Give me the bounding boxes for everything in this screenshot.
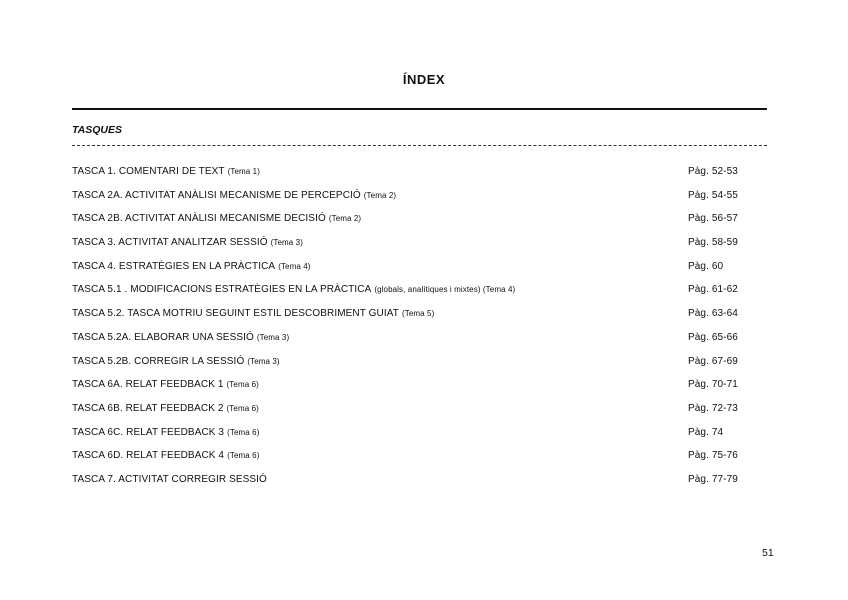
toc-entry-title (72, 280, 515, 299)
toc-entry-topic: (globals, analítiques i mixtes) (Tema 4) (374, 285, 516, 295)
toc-entry (72, 209, 772, 233)
toc-entry (72, 423, 772, 447)
toc-entry-pages: Pàg. 60 (688, 260, 724, 272)
table-of-contents (72, 162, 772, 494)
toc-entry-label: TASCA 6D. RELAT FEEDBACK 4 (72, 450, 225, 462)
toc-entry-label: TASCA 3. ACTIVITAT ANALITZAR SESSIÓ (72, 237, 268, 249)
toc-entry-topic: (Tema 6) (226, 380, 259, 390)
toc-entry (72, 162, 772, 186)
toc-entry-title (72, 375, 259, 394)
toc-entry-topic: (Tema 6) (226, 403, 259, 413)
toc-entry-topic: (Tema 1) (227, 167, 260, 176)
section-heading: TASQUES (72, 124, 122, 136)
toc-entry-topic: (Tema 6) (227, 451, 260, 461)
toc-entry-label: TASCA 5.2B. CORREGIR LA SESSIÓ (72, 355, 245, 367)
toc-entry-pages: Pàg. 74 (688, 426, 724, 438)
toc-entry-pages: Pàg. 52-53 (688, 166, 738, 177)
toc-entry-topic: (Tema 3) (247, 356, 280, 366)
toc-entry-label: TASCA 6A. RELAT FEEDBACK 1 (72, 379, 224, 391)
toc-entry (72, 375, 772, 399)
toc-entry (72, 470, 772, 494)
toc-entry-title (72, 186, 396, 205)
toc-entry-pages: Pàg. 70-71 (688, 379, 738, 391)
toc-entry-label: TASCA 7. ACTIVITAT CORREGIR SESSIÓ (72, 473, 267, 485)
toc-entry-label: TASCA 4. ESTRATÈGIES EN LA PRÀCTICA (72, 260, 276, 272)
toc-entry-label: TASCA 2B. ACTIVITAT ANÀLISI MECANISME DECISIÓ (72, 213, 326, 225)
toc-entry-label: TASCA 5.2. TASCA MOTRIU SEGUINT ESTIL DESCOBRIMENT GUIAT (72, 308, 399, 320)
toc-entry-title (72, 233, 303, 252)
toc-entry (72, 280, 772, 304)
toc-entry (72, 186, 772, 210)
toc-entry-title (72, 446, 259, 465)
toc-entry-label: TASCA 6C. RELAT FEEDBACK 3 (72, 426, 225, 438)
toc-entry-title (72, 352, 280, 371)
toc-entry (72, 352, 772, 376)
toc-entry-topic: (Tema 5) (401, 309, 435, 319)
toc-entry-label: TASCA 5.2A. ELABORAR UNA SESSIÓ (72, 331, 254, 343)
toc-entry-title (72, 257, 311, 276)
toc-entry-title (72, 304, 434, 323)
toc-entry (72, 304, 772, 328)
toc-entry-topic: (Tema 6) (227, 427, 260, 437)
toc-entry-title (72, 423, 259, 442)
toc-entry-label: TASCA 1. COMENTARI DE TEXT (72, 166, 225, 177)
toc-entry (72, 233, 772, 257)
toc-entry-title (72, 470, 267, 489)
toc-entry-topic: (Tema 4) (278, 261, 311, 271)
toc-entry-pages: Pàg. 61-62 (688, 284, 738, 296)
toc-entry-title (72, 328, 289, 347)
toc-entry-topic: (Tema 3) (256, 332, 290, 342)
toc-entry-title (72, 399, 259, 418)
toc-entry-pages: Pàg. 72-73 (688, 402, 738, 414)
toc-entry (72, 446, 772, 470)
toc-entry-label: TASCA 2A. ACTIVITAT ANÀLISI MECANISME DE PERCEPCIÓ (72, 189, 361, 201)
toc-entry-title (72, 209, 361, 228)
toc-entry-topic: (Tema 2) (363, 190, 397, 200)
toc-entry-label: TASCA 6B. RELAT FEEDBACK 2 (72, 402, 224, 414)
toc-entry-pages: Pàg. 77-79 (688, 473, 738, 485)
toc-entry-topic: (Tema 3) (270, 238, 303, 248)
toc-entry-pages: Pàg. 75-76 (688, 450, 738, 462)
toc-entry-topic: (Tema 2) (328, 214, 362, 224)
toc-entry-pages: Pàg. 56-57 (688, 213, 738, 225)
section-divider (72, 145, 767, 146)
toc-entry (72, 257, 772, 281)
toc-entry-title (72, 162, 260, 181)
toc-entry-pages: Pàg. 65-66 (688, 331, 738, 343)
toc-entry (72, 328, 772, 352)
toc-entry-label: TASCA 5.1 . MODIFICACIONS ESTRATÈGIES EN LA PRÀCTICA (72, 284, 372, 296)
toc-entry (72, 399, 772, 423)
title-divider (72, 108, 767, 110)
page-title: ÍNDEX (402, 72, 446, 87)
toc-entry-pages: Pàg. 67-69 (688, 355, 738, 367)
page-number: 51 (762, 547, 774, 559)
toc-entry-pages: Pàg. 58-59 (688, 237, 738, 249)
toc-entry-pages: Pàg. 63-64 (688, 308, 738, 320)
toc-entry-pages: Pàg. 54-55 (688, 189, 738, 201)
